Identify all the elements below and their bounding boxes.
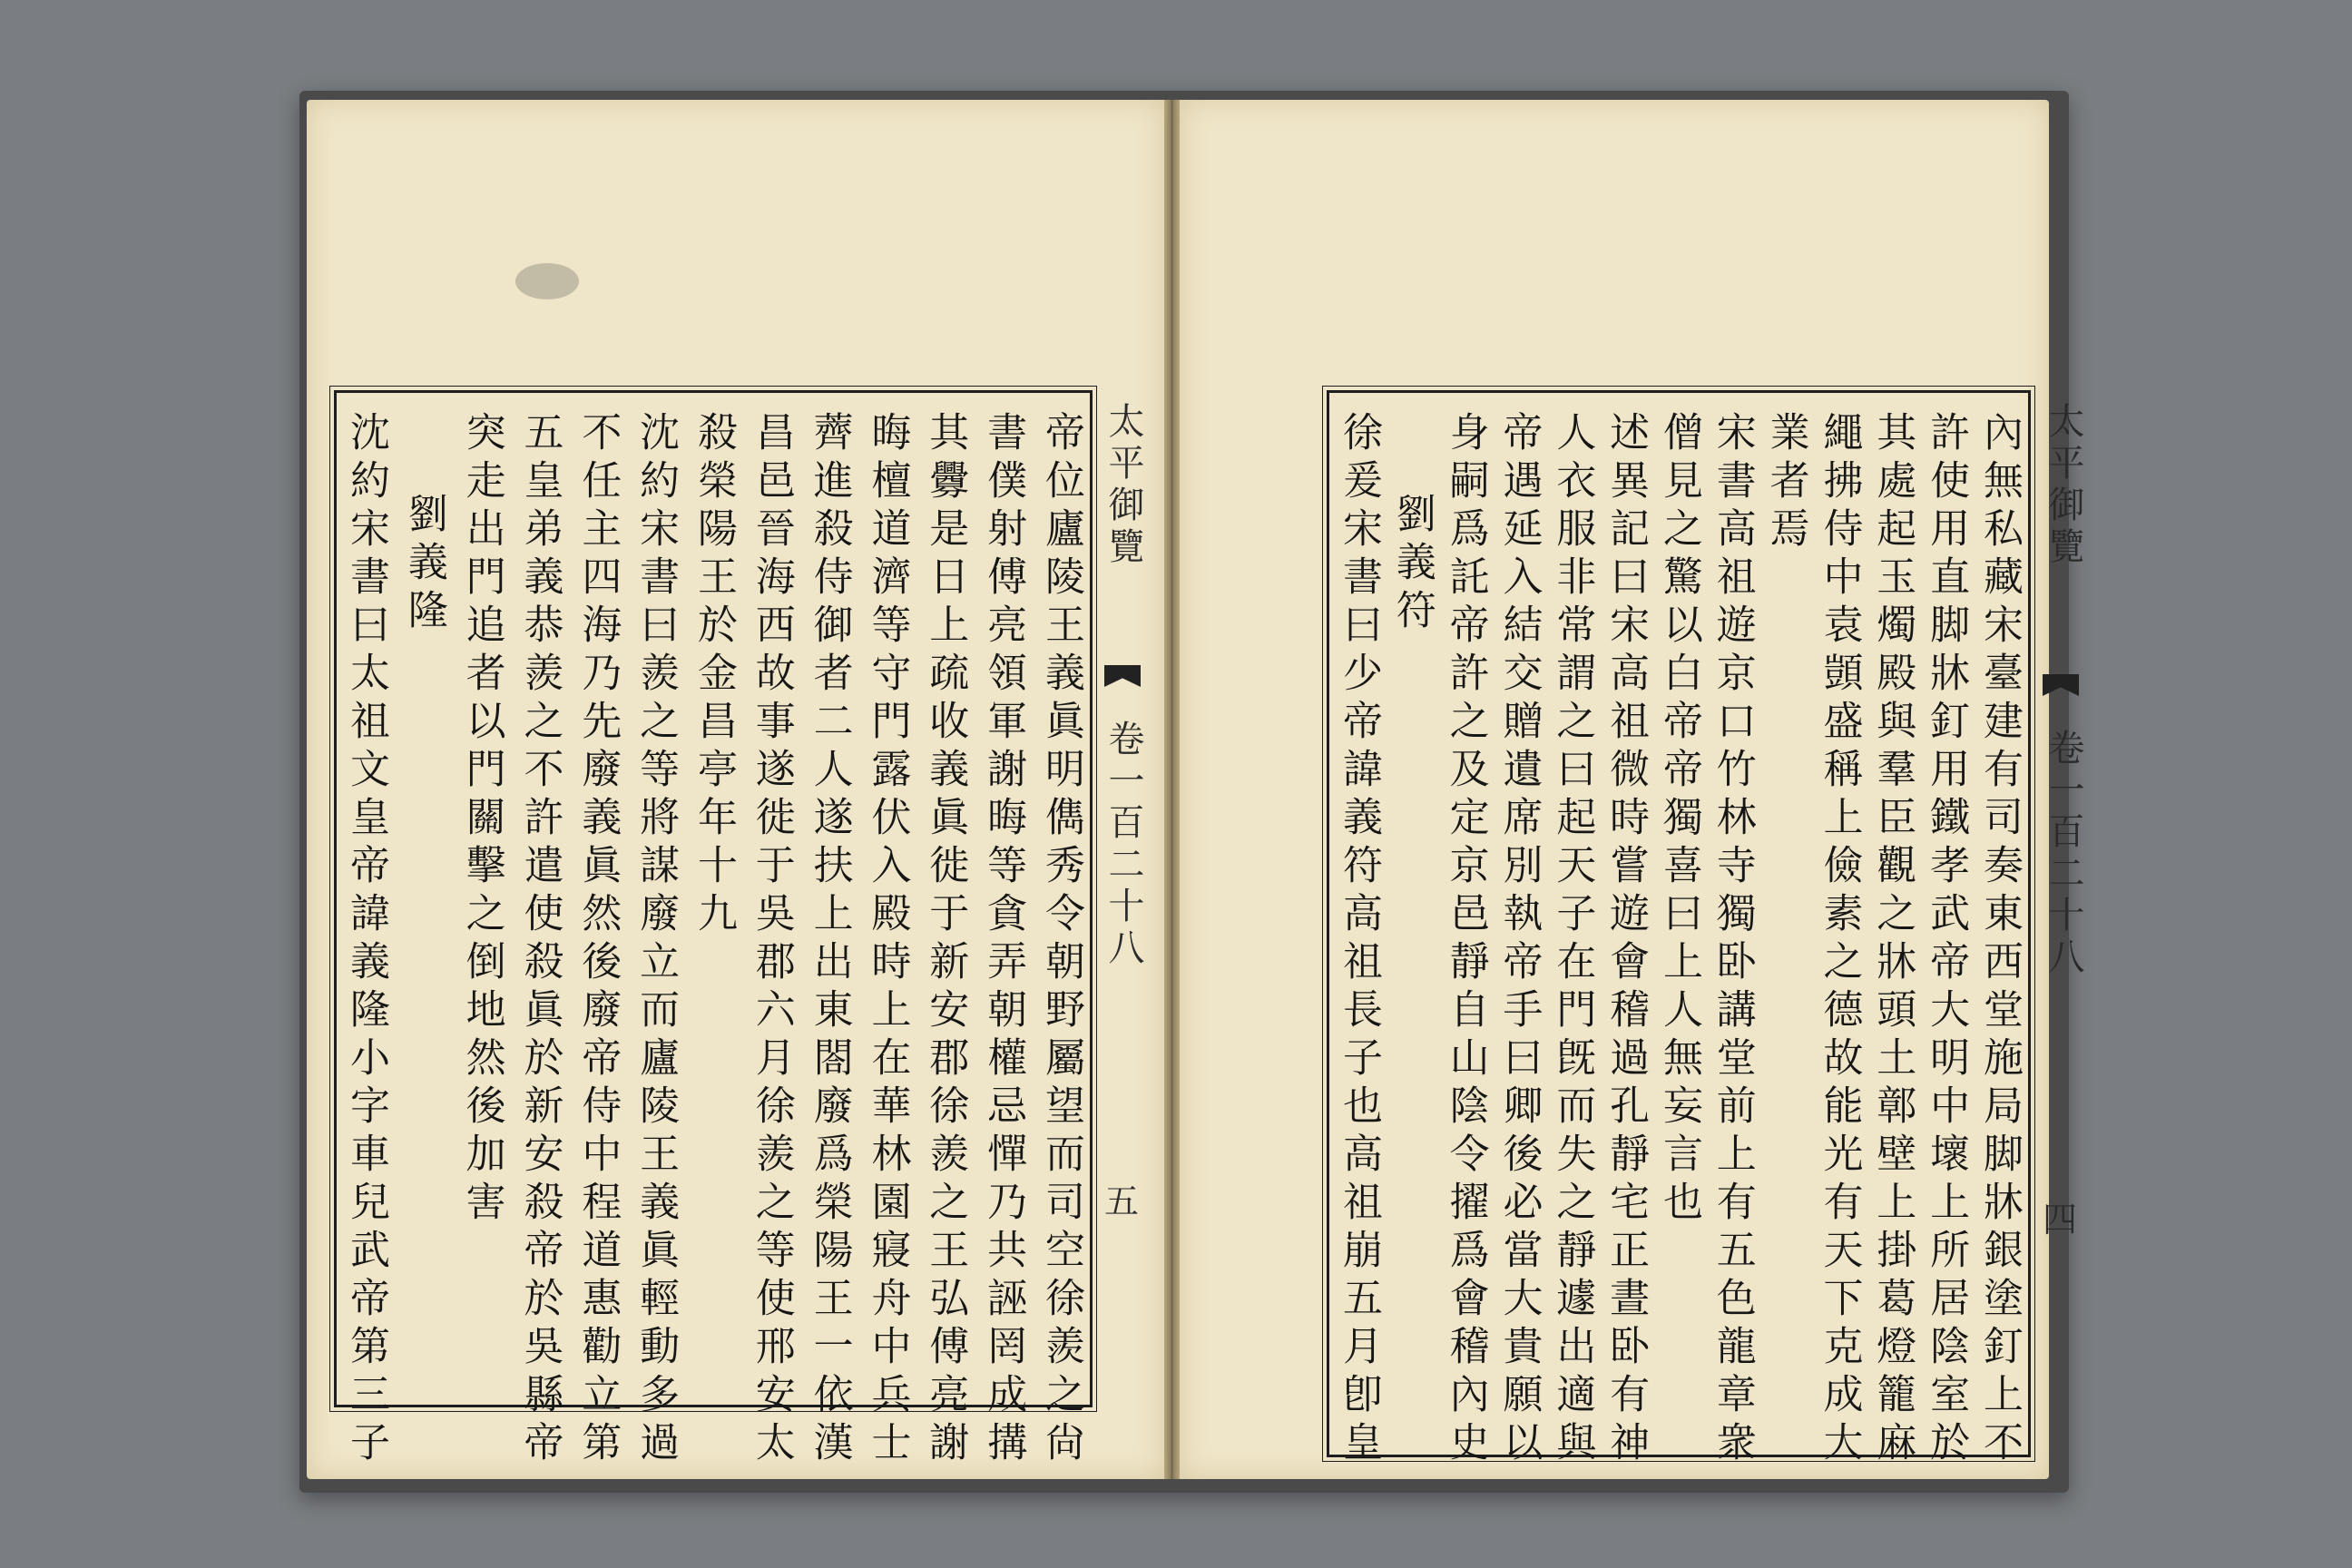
text-column: 述異記曰宋高祖微時嘗遊會稽過孔靜宅正晝卧有神 [1602, 411, 1650, 1469]
left-text-frame [334, 390, 1144, 1469]
text-column: 殺榮陽王於金昌亭年十九 [690, 411, 737, 940]
text-column: 不任主四海乃先廢義眞然後廢帝侍中程道惠勸立第 [574, 411, 622, 1469]
text-column: 晦檀道濟等守門露伏入殿時上在華林園寢舟中兵士 [864, 411, 911, 1469]
text-column: 劉義隆 [400, 493, 447, 637]
text-column: 僧見之驚以白帝帝獨喜曰上人無妄言也 [1655, 411, 1702, 1229]
left-margin-volume: 卷一百二十八 [1102, 720, 1144, 970]
left-margin-title [1098, 402, 1150, 569]
fish-tail-mark [1104, 665, 1141, 687]
text-column: 繩拂侍中袁顗盛稱上儉素之德故能光有天下克成大 [1816, 411, 1863, 1469]
left-page [307, 100, 1164, 1479]
right-text-frame [1327, 390, 2084, 1469]
text-column: 其處起玉燭殿與羣臣觀之牀頭土鄣壁上掛葛燈籠麻 [1869, 411, 1916, 1469]
book-gutter [1164, 100, 1180, 1479]
text-column: 帝遇延入結交贈遺席別執帝手曰卿後必當大貴願以 [1495, 411, 1543, 1469]
text-column: 其釁是日上疏收義眞徙于新安郡徐羨之王弘傅亮謝 [922, 411, 969, 1469]
text-column: 徐爰宋書曰少帝諱義符高祖長子也高祖崩五月卽皇 [1336, 411, 1382, 1469]
right-margin-book-title: 太平御覽 [2043, 402, 2084, 569]
text-column: 劉義符 [1388, 493, 1436, 637]
right-margin-title [2038, 402, 2090, 569]
right-page [1180, 100, 2084, 1479]
text-column: 業者焉 [1762, 411, 1809, 555]
text-column: 沈約宋書曰太祖文皇帝諱義隆小字車兒武帝第三子 [343, 411, 389, 1469]
left-margin-book-title: 太平御覽 [1102, 402, 1144, 569]
left-folio: 五 [1103, 1181, 1139, 1221]
left-text-columns [343, 411, 1084, 1469]
text-column: 許使用直脚牀釘用鐵孝武帝大明中壞上所居陰室於 [1923, 411, 1970, 1469]
ink-blot [515, 263, 579, 299]
text-column: 書僕射傅亮領軍謝晦等貪弄朝權忌憚乃共誣罔成搆 [980, 411, 1027, 1469]
right-text-columns [1336, 411, 2023, 1469]
text-column: 帝位廬陵王義眞明儁秀令朝野屬望而司空徐羨之尙 [1037, 411, 1084, 1469]
text-column: 宋書高祖遊京口竹林寺獨卧講堂前上有五色龍章衆 [1709, 411, 1756, 1469]
right-margin-volume: 卷一百二十八 [2043, 729, 2084, 979]
right-folio: 四 [2042, 1200, 2077, 1240]
text-column: 五皇弟義恭羨之不許遣使殺眞於新安殺帝於吳縣帝 [516, 411, 564, 1469]
text-column: 薺進殺侍御者二人遂扶上出東閤廢爲榮陽王一依漢 [806, 411, 853, 1469]
text-column: 人衣服非常謂之曰起天子在門旣而失之靜遽出適與 [1549, 411, 1596, 1469]
text-column: 突走出門追者以門關擊之倒地然後加害 [458, 411, 505, 1229]
text-column: 昌邑晉海西故事遂徙于吳郡六月徐羨之等使邢安太 [748, 411, 795, 1469]
text-column: 沈約宋書曰羨之等將謀廢立而廬陵王義眞輕動多過 [632, 411, 680, 1469]
text-column: 身嗣爲託帝許之及定京邑靜自山陰令擢爲會稽內史 [1442, 411, 1489, 1469]
text-column: 內無私藏宋臺建有司奏東西堂施局脚牀銀塗釘上不 [1975, 411, 2023, 1469]
